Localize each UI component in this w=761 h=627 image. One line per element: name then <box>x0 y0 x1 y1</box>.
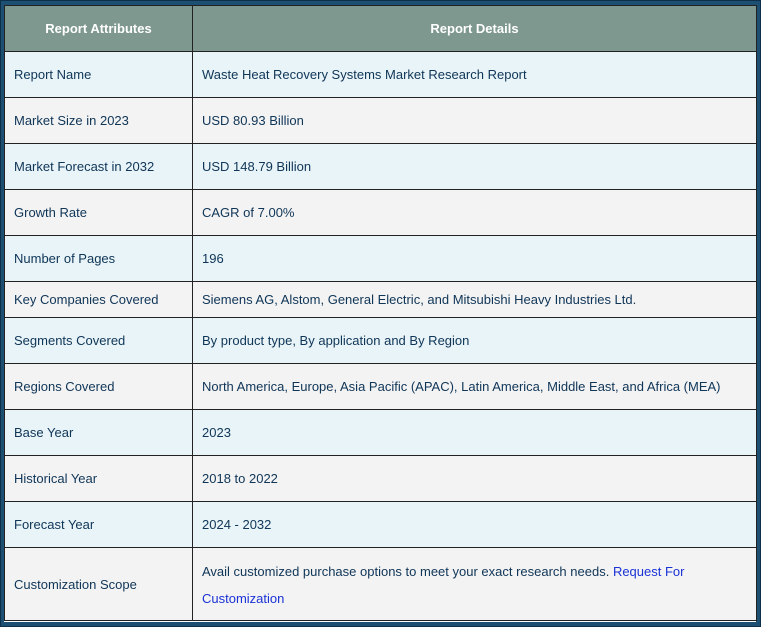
attribute-cell: Number of Pages <box>5 236 193 282</box>
detail-cell: USD 80.93 Billion <box>193 98 757 144</box>
detail-cell <box>193 548 757 621</box>
table-row <box>5 144 757 190</box>
table-row <box>5 410 757 456</box>
table-row <box>5 190 757 236</box>
attribute-cell: Segments Covered <box>5 318 193 364</box>
table-row <box>5 364 757 410</box>
attribute-cell: Key Companies Covered <box>5 282 193 318</box>
detail-cell: 2024 - 2032 <box>193 502 757 548</box>
detail-cell: By product type, By application and By Region <box>193 318 757 364</box>
attribute-cell: Historical Year <box>5 456 193 502</box>
request-customization-link[interactable]: Request For Customization <box>202 563 685 606</box>
report-table-container <box>4 5 756 622</box>
detail-cell: 2023 <box>193 410 757 456</box>
detail-cell: Siemens AG, Alstom, General Electric, and Mitsubishi Heavy Industries Ltd. <box>193 282 757 318</box>
detail-cell: North America, Europe, Asia Pacific (APAC), Latin America, Middle East, and Africa (MEA) <box>193 364 757 410</box>
attribute-cell: Customization Scope <box>5 548 193 621</box>
report-attributes-table <box>4 5 757 621</box>
attribute-cell: Base Year <box>5 410 193 456</box>
attribute-cell: Growth Rate <box>5 190 193 236</box>
table-header-row <box>5 6 757 52</box>
attribute-cell: Market Size in 2023 <box>5 98 193 144</box>
table-row <box>5 502 757 548</box>
table-row <box>5 548 757 621</box>
table-row <box>5 318 757 364</box>
attribute-cell: Report Name <box>5 52 193 98</box>
detail-cell: CAGR of 7.00% <box>193 190 757 236</box>
table-row <box>5 52 757 98</box>
attribute-cell: Regions Covered <box>5 364 193 410</box>
detail-cell: 2018 to 2022 <box>193 456 757 502</box>
detail-cell: 196 <box>193 236 757 282</box>
header-report-attributes: Report Attributes <box>5 6 193 52</box>
header-report-details: Report Details <box>193 6 757 52</box>
table-row <box>5 456 757 502</box>
table-row <box>5 282 757 318</box>
attribute-cell: Forecast Year <box>5 502 193 548</box>
detail-cell: Waste Heat Recovery Systems Market Research Report <box>193 52 757 98</box>
table-row <box>5 98 757 144</box>
customization-text: Avail customized purchase options to meet your exact research needs. <box>202 563 610 579</box>
detail-cell: USD 148.79 Billion <box>193 144 757 190</box>
attribute-cell: Market Forecast in 2032 <box>5 144 193 190</box>
table-row <box>5 236 757 282</box>
